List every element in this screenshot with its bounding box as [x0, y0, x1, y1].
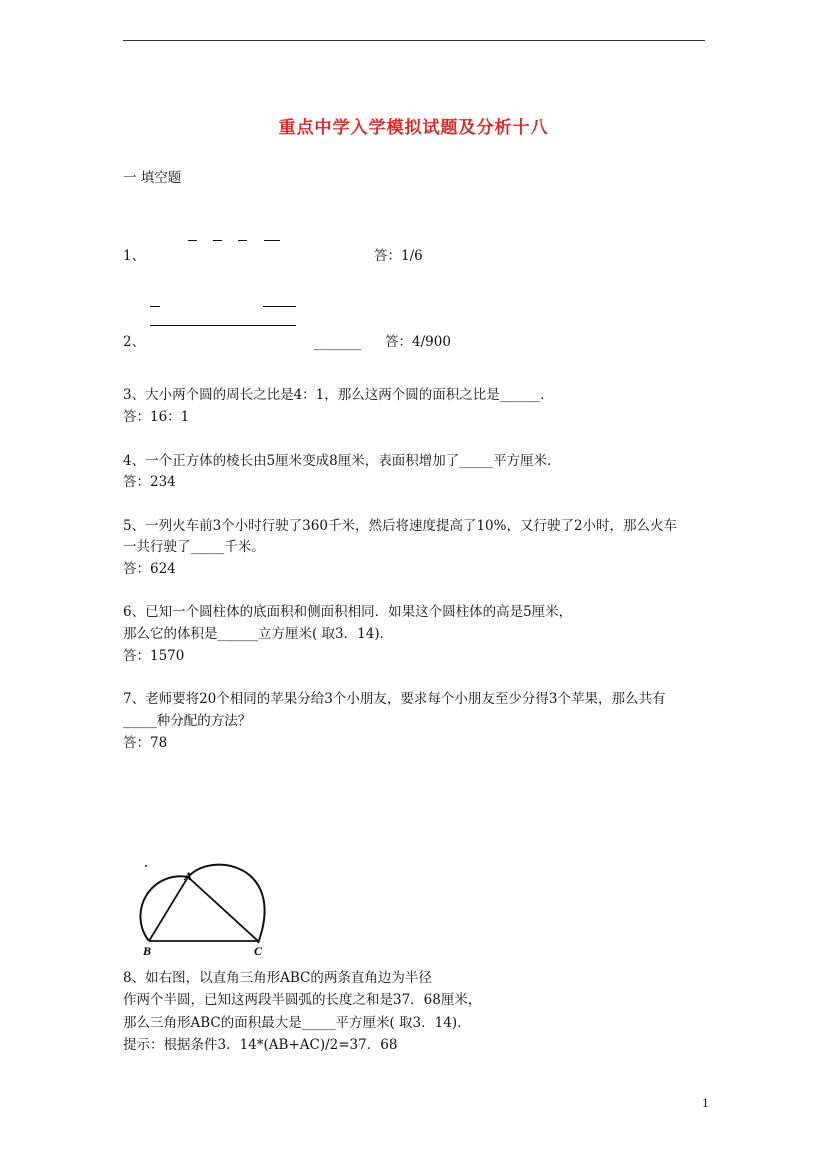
- label-c: C: [254, 944, 263, 958]
- formula-dash: [264, 240, 280, 241]
- side-ac: [188, 877, 258, 941]
- answer-text: 答：16：1: [123, 409, 190, 425]
- mark-dot: [145, 865, 147, 867]
- label-a: A: [184, 869, 193, 883]
- answer-text: 答：624: [123, 561, 176, 577]
- question-text: 8、如右图，以直角三角形ABC的两条直角边为半径: [123, 970, 432, 986]
- question-text: 5、一列火车前3个小时行驶了360千米，然后将速度提高了10%，又行驶了2小时，那么火车: [123, 518, 678, 534]
- answer-blank: _______: [314, 335, 362, 351]
- question-text: 4、一个正方体的棱长由5厘米变成8厘米，表面积增加了_____平方厘米．: [123, 453, 561, 469]
- formula-dash: [150, 306, 160, 307]
- semicircle-triangle-figure: [122, 860, 278, 962]
- formula-dash: [188, 240, 197, 241]
- question-text: 那么它的体积是______立方厘米( 取3．14)．: [123, 626, 394, 642]
- question-text: 作两个半圆，已知这两段半圆弧的长度之和是37．68厘米，: [123, 992, 482, 1008]
- semicircle-ab: [140, 876, 188, 941]
- question-number: 1、: [123, 248, 146, 264]
- answer-text: 答：4/900: [385, 334, 451, 350]
- question-text: 6、已知一个圆柱体的底面积和侧面积相同．如果这个圆柱体的高是5厘米，: [123, 604, 573, 620]
- page-title: 重点中学入学模拟试题及分析十八: [278, 118, 549, 138]
- answer-text: 答：1570: [123, 648, 185, 664]
- answer-text: 答：234: [123, 474, 176, 490]
- fraction-bar: [150, 325, 296, 326]
- question-text: 一共行驶了_____千米。: [123, 539, 265, 555]
- question-text: 7、老师要将20个相同的苹果分给3个小朋友，要求每个小朋友至少分得3个苹果，那么共有: [123, 691, 666, 707]
- header-rule: [123, 40, 705, 41]
- formula-dash: [238, 240, 247, 241]
- formula-dash: [263, 306, 296, 307]
- section-heading: 一 填空题: [123, 170, 182, 186]
- answer-text: 答：78: [123, 735, 168, 751]
- label-b: B: [143, 944, 152, 958]
- hint-text: 提示：根据条件3．14*(AB+AC)/2=37．68: [123, 1037, 398, 1053]
- question-text: 3、大小两个圆的周长之比是4：1，那么这两个圆的面积之比是______．: [123, 387, 554, 403]
- answer-text: 答：1/6: [374, 248, 423, 264]
- question-text: 那么三角形ABC的面积最大是_____平方厘米( 取3．14)．: [123, 1015, 471, 1031]
- question-number: 2、: [123, 334, 146, 350]
- formula-dash: [213, 240, 222, 241]
- question-text: _____种分配的方法？: [123, 713, 252, 729]
- semicircle-ac: [188, 865, 265, 943]
- page-number: 1: [702, 1097, 709, 1110]
